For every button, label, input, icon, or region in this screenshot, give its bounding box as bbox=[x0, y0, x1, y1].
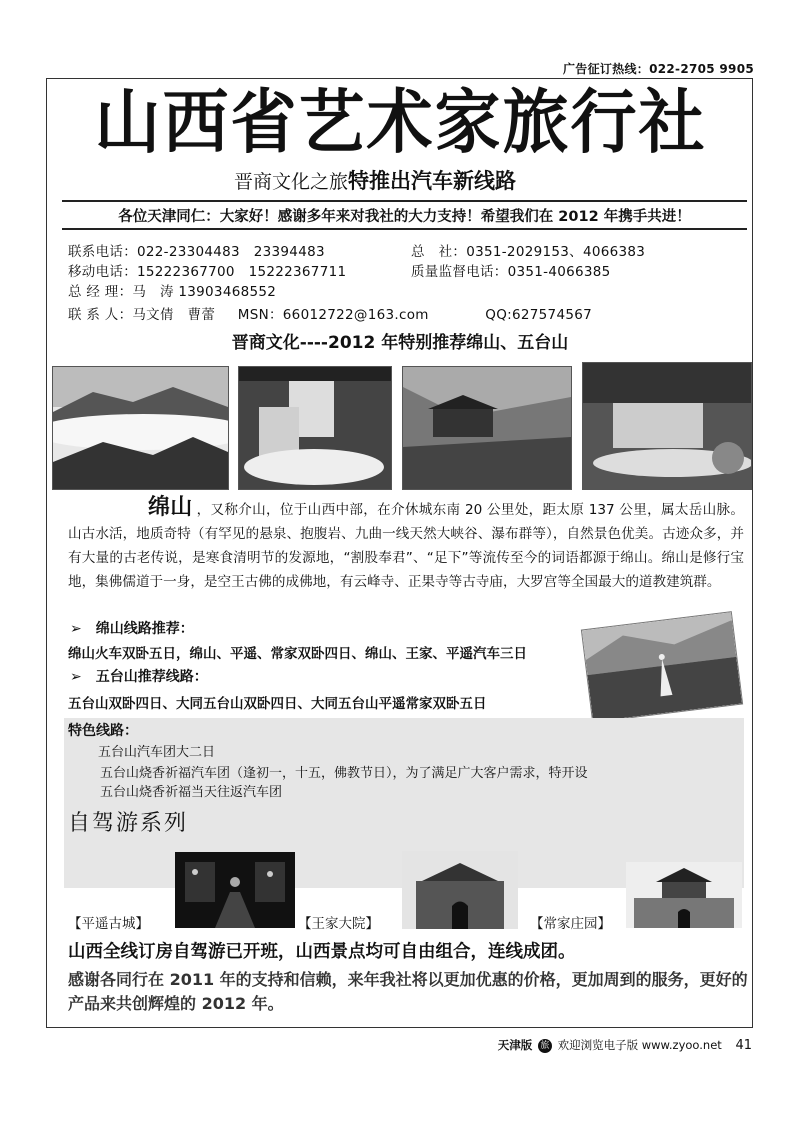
edition-label: 天津版 bbox=[497, 1038, 533, 1052]
photo-waterfall-2 bbox=[582, 362, 752, 490]
qq: QQ:627574567 bbox=[485, 307, 592, 323]
subtitle bbox=[0, 166, 750, 197]
contact-person: 联 系 人：马文倩 曹蕾 bbox=[68, 307, 216, 323]
contact-info-left bbox=[68, 242, 346, 302]
mianshan-routes: 绵山火车双卧五日，绵山、平遥、常家双卧四日、绵山、王家、平遥汽车三日 bbox=[68, 646, 527, 662]
special-routes-title: 特色线路： bbox=[68, 723, 138, 739]
agency-title: 山西省艺术家旅行社 bbox=[94, 82, 707, 163]
intro-name: 绵山 bbox=[148, 495, 193, 520]
mobile: 移动电话：15222367700 15222367711 bbox=[68, 264, 347, 280]
photo-pingyao bbox=[175, 852, 295, 928]
ad-hotline: 广告征订热线：022-2705 9905 bbox=[562, 62, 754, 76]
publication-badge-icon: 旅 bbox=[538, 1039, 552, 1053]
wutai-routes-heading: ➢ 五台山推荐线路： bbox=[70, 669, 208, 685]
quality-phone: 质量监督电话：0351-4066385 bbox=[411, 264, 611, 280]
photo-cliff-temple bbox=[402, 366, 572, 490]
photo-wangjia bbox=[402, 851, 518, 929]
closing-line-1: 山西全线订房自驾游已开班，山西景点均可自由组合，连线成团。 bbox=[68, 942, 576, 962]
msn: MSN：66012722@163.com bbox=[237, 307, 429, 323]
self-drive-title: 自驾游系列 bbox=[68, 811, 189, 836]
wutai-routes: 五台山双卧四日、大同五台山双卧四日、大同五台山平遥常家双卧五日 bbox=[68, 696, 487, 712]
page-footer bbox=[498, 1037, 752, 1053]
mianshan-intro bbox=[68, 496, 744, 594]
general-manager: 总 经 理：马 涛 13903468552 bbox=[68, 284, 277, 300]
photo-changjia bbox=[626, 862, 742, 928]
subtitle-bold: 特推出汽车新线路 bbox=[348, 169, 516, 193]
caption-pingyao: 【平遥古城】 bbox=[68, 912, 149, 932]
page-number: 41 bbox=[735, 1038, 752, 1053]
special-route-item: 五台山烧香祈福汽车团（逢初一，十五，佛教节日），为了满足广大客户需求，特开设 bbox=[100, 766, 588, 781]
contact-row bbox=[68, 305, 610, 325]
highlight-heading: 晋商文化----2012 年特别推荐绵山、五台山 bbox=[231, 333, 569, 353]
caption-wangjia: 【王家大院】 bbox=[298, 912, 379, 932]
special-route-item: 五台山烧香祈福当天往返汽车团 bbox=[100, 785, 283, 800]
greeting-banner: 各位天津同仁：大家好！感谢多年来对我社的大力支持！希望我们在 2012 年携手共进！ bbox=[62, 200, 747, 230]
closing-line-2: 感谢各同行在 2011 年的支持和信赖，来年我社将以更加优惠的价格，更加周到的服务，更好的产品来共创辉煌的 2012 年。 bbox=[68, 970, 748, 1013]
phone: 联系电话：022-23304483 23394483 bbox=[68, 244, 325, 260]
intro-text: ，又称介山，位于山西中部，在介休城东南 20 公里处，距太原 137 公里，属太岳山脉。山古水活，地质奇特（有罕见的悬泉、抱腹岩、九曲一线天然大峡谷、瀑布群等），自然景色优美。古迹众多，并有大量的古老传说，是寒食清明节的发源地，“割股奉君”、“足下”等流传至今的词语都源于绵山。绵山是修行宝地，集佛儒道于一身，是空王古佛的成佛地，有云峰寺、正果寺等古寺庙，大罗宫等全国最大的道教建筑群。 bbox=[68, 502, 744, 590]
mianshan-routes-heading: ➢ 绵山线路推荐： bbox=[70, 621, 194, 637]
photo-waterfall-1 bbox=[238, 366, 392, 490]
subtitle-plain: 晋商文化之旅 bbox=[233, 171, 348, 193]
headquarters-phone: 总 社：0351-2029153、4066383 bbox=[411, 244, 646, 260]
photo-mountain-clouds bbox=[52, 366, 229, 490]
footer-text: 欢迎浏览电子版 www.zyoo.net bbox=[557, 1038, 722, 1052]
special-route-item: 五台山汽车团大二日 bbox=[98, 745, 216, 760]
caption-changjia: 【常家庄园】 bbox=[530, 912, 611, 932]
photo-wutai-pagoda bbox=[581, 611, 743, 723]
contact-info-right bbox=[411, 242, 645, 282]
